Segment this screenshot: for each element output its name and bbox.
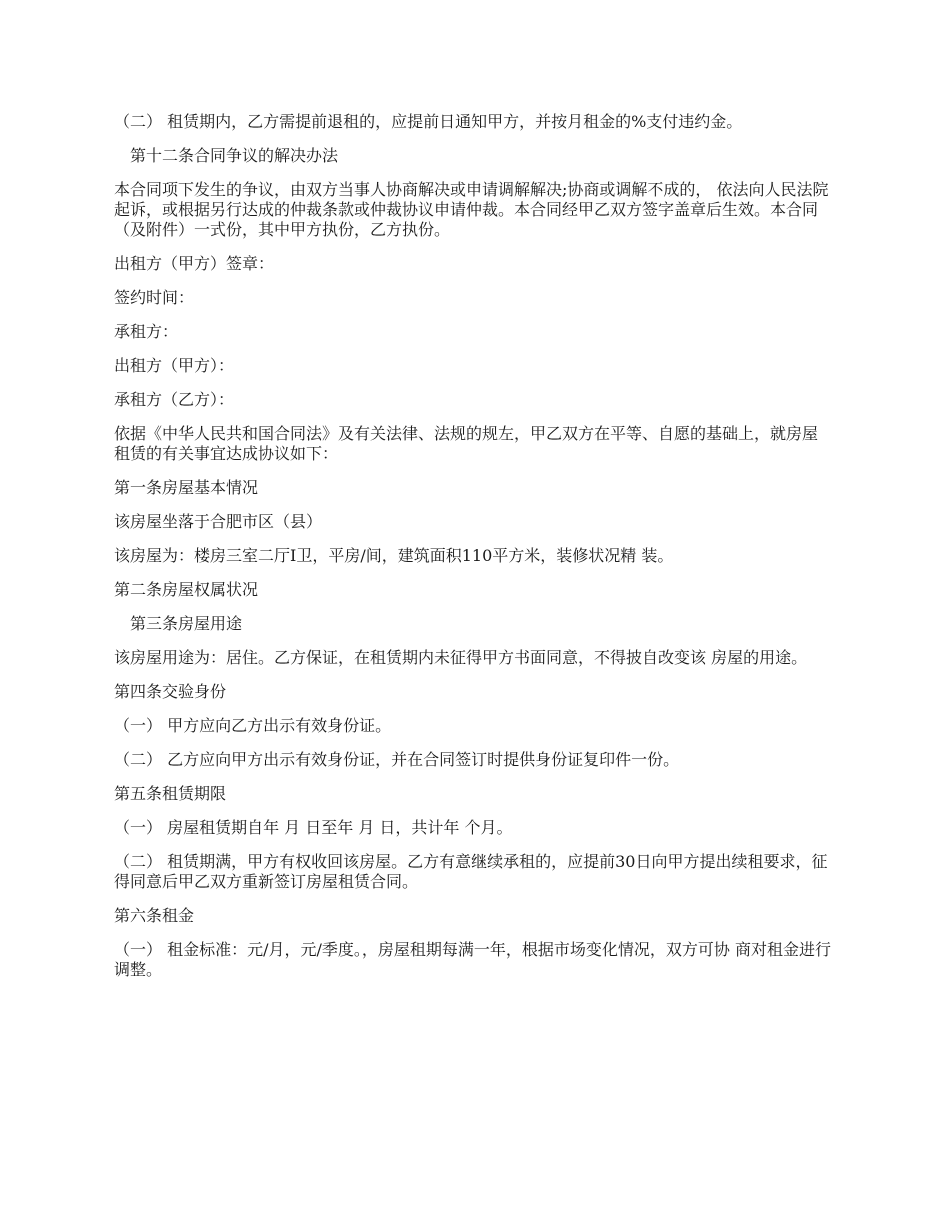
document-body	[114, 112, 832, 994]
section-heading: 第一条房屋基本情况	[114, 478, 259, 497]
paragraph: （一） 甲方应向乙方出示有效身份证。	[114, 716, 392, 735]
section-heading: 第四条交验身份	[114, 682, 227, 701]
paragraph: 该房屋为：楼房三室二厅I卫，平房/间，建筑面积110平方米，装修状况精 装。	[114, 546, 674, 565]
paragraph: （二） 租赁期内，乙方需提前退租的，应提前日通知甲方，并按月租金的%支付违约金。	[114, 112, 743, 131]
party-line: 承租方（乙方）：	[114, 390, 235, 409]
paragraph: 本合同项下发生的争议，由双方当事人协商解决或申请调解解决;协商或调解不成的， 依法向人民法院起诉，或根据另行达成的仲裁条款或仲裁协议申请仲裁。本合同经甲乙双方签字盖章后生效。本合同（及附件）一式份，其中甲方执份，乙方执份。	[114, 180, 829, 239]
section-heading: 第五条租赁期限	[114, 784, 227, 803]
section-heading: 第十二条合同争议的解决办法	[130, 146, 339, 165]
signing-date-line: 签约时间：	[114, 288, 195, 307]
paragraph: （二） 租赁期满，甲方有权收回该房屋。乙方有意继续承租的，应提前30日向甲方提出续租要求，征得同意后甲乙双方重新签订房屋租赁合同。	[114, 852, 828, 891]
party-line: 承租方：	[114, 322, 179, 341]
paragraph: （一） 房屋租赁期自年 月 日至年 月 日，共计年 个月。	[114, 818, 513, 837]
section-heading: 第二条房屋权属状况	[114, 580, 259, 599]
paragraph: （一） 租金标准：元/月，元/季度。，房屋租期每满一年，根据市场变化情况，双方可协 商对租金进行调整。	[114, 940, 831, 979]
party-line: 出租方（甲方）：	[114, 356, 235, 375]
paragraph: 依据《中华人民共和国合同法》及有关法律、法规的规左，甲乙双方在平等、自愿的基础上，就房屋租赁的有关事宜达成协议如下：	[114, 424, 819, 463]
paragraph: （二） 乙方应向甲方出示有效身份证，并在合同签订时提供身份证复印件一份。	[114, 750, 680, 769]
paragraph: 该房屋用途为：居住。乙方保证，在租赁期内未征得甲方书面同意，不得披自改变该 房屋的用途。	[114, 648, 808, 667]
paragraph: 该房屋坐落于合肥市区（县）	[114, 512, 323, 531]
signature-line: 出租方（甲方）签章：	[114, 254, 275, 273]
section-heading: 第三条房屋用途	[130, 614, 243, 633]
section-heading: 第六条租金	[114, 906, 195, 925]
